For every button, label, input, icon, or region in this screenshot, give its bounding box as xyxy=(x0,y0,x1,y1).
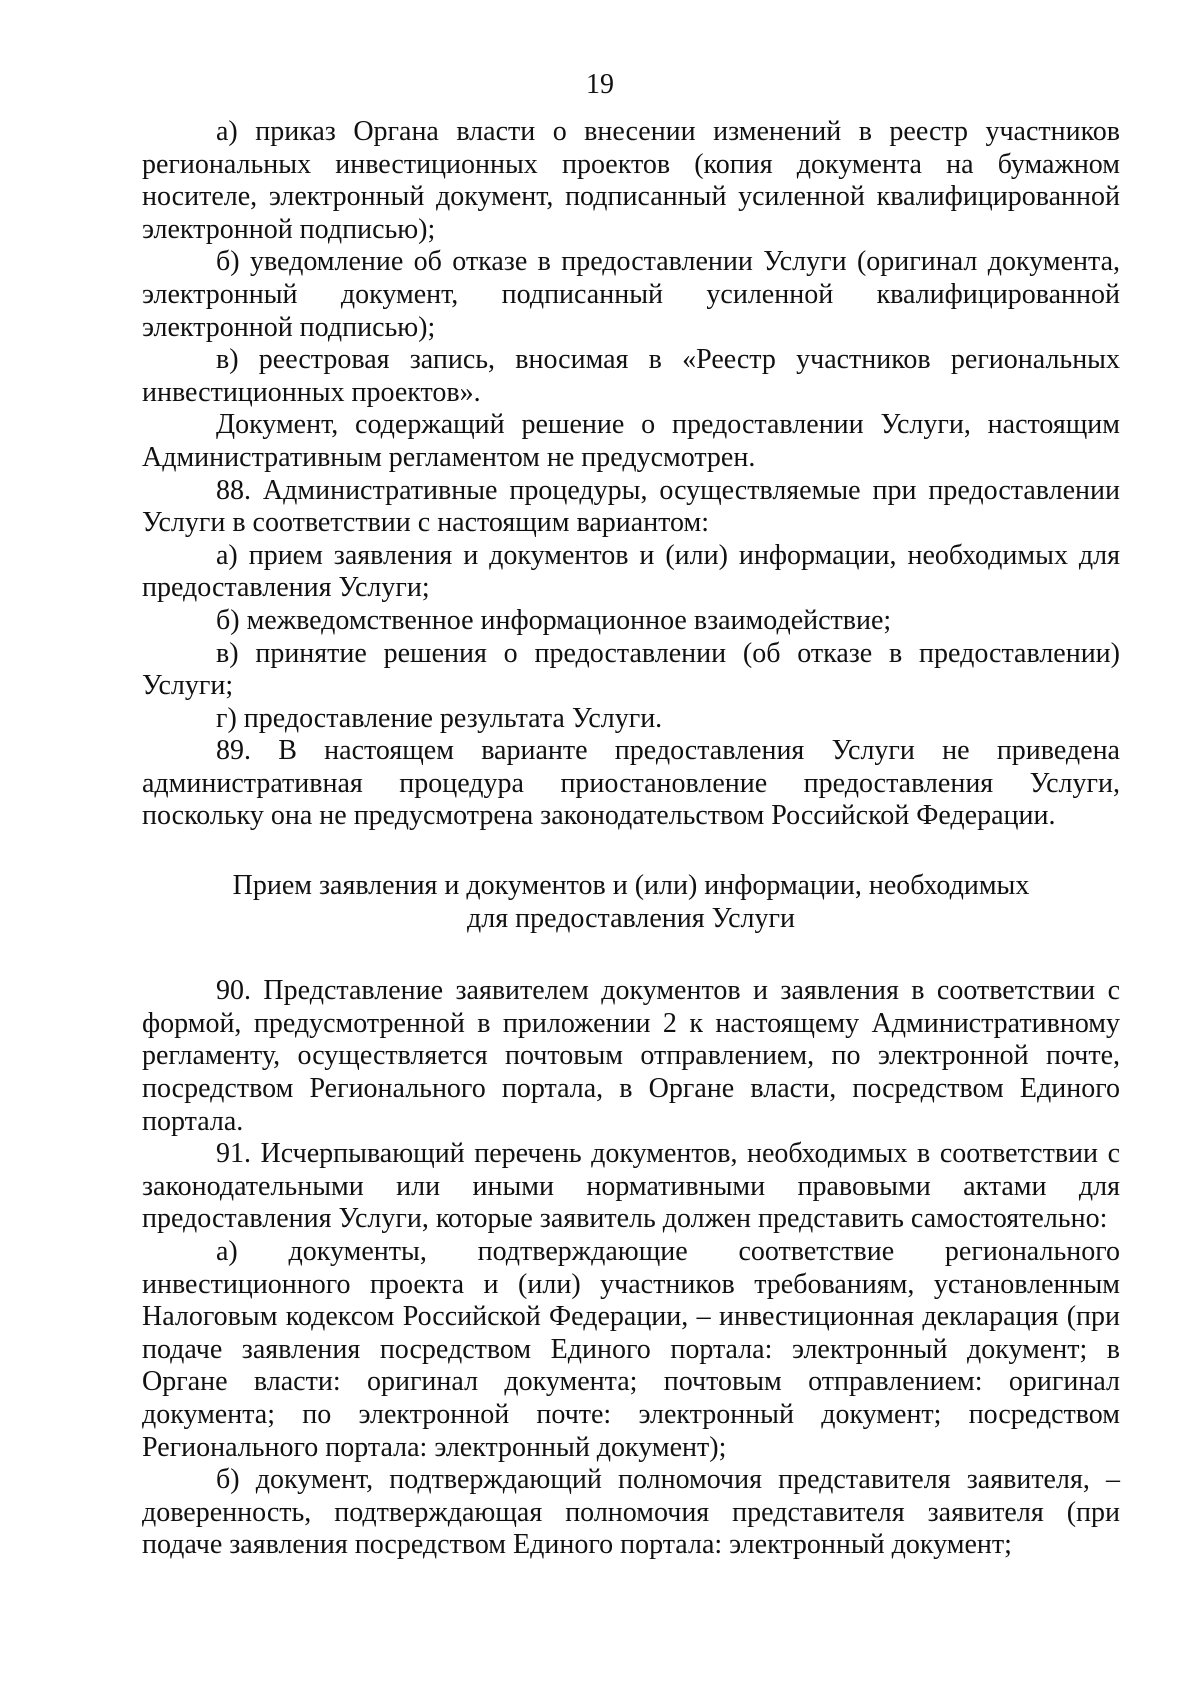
paragraph: а) приказ Органа власти о внесении изменений в реестр участников региональных инвестиционных проектов (копия документа на бумажном носителе, электронный документ, подписанный усиленной квалифицированной электронной подписью); xyxy=(142,116,1120,245)
paragraph: в) принятие решения о предоставлении (об отказе в предоставлении) Услуги; xyxy=(142,637,1120,702)
section-heading-line: для предоставления Услуги xyxy=(467,902,795,934)
section-heading xyxy=(142,870,1120,935)
page-number: 19 xyxy=(586,69,614,100)
paragraph: 90. Представление заявителем документов и заявления в соответствии с формой, предусмотренной в приложении 2 к настоящему Административному регламенту, осуществляется почтовым отправлением, по электронной почте, посредством Регионального портала, в Органе власти, посредством Единого портала. xyxy=(142,975,1120,1137)
paragraph: г) предоставление результата Услуги. xyxy=(216,702,663,734)
paragraph: в) реестровая запись, вносимая в «Реестр участников региональных инвестиционных проектов». xyxy=(142,344,1120,408)
section-heading-line: Прием заявления и документов и (или) информации, необходимых xyxy=(232,870,1030,902)
paragraph: б) документ, подтверждающий полномочия представителя заявителя, – доверенность, подтверждающая полномочия представителя заявителя (при подаче заявления посредством Единого портала: электронный документ; xyxy=(142,1464,1120,1561)
paragraph: Документ, содержащий решение о предоставлении Услуги, настоящим Административным регламентом не предусмотрен. xyxy=(142,409,1120,473)
paragraph: б) межведомственное информационное взаимодействие; xyxy=(216,604,892,636)
paragraph: 89. В настоящем варианте предоставления Услуги не приведена административная процедура приостановление предоставления Услуги, поскольку она не предусмотрена законодательством Российской Федерации. xyxy=(142,735,1120,832)
paragraph: 91. Исчерпывающий перечень документов, необходимых в соответствии с законодательными или иными нормативными правовыми актами для предоставления Услуги, которые заявитель должен представить самостоятельно: xyxy=(142,1138,1120,1235)
paragraph: а) прием заявления и документов и (или) информации, необходимых для предоставления Услуги; xyxy=(142,539,1120,604)
paragraph: 88. Административные процедуры, осуществляемые при предоставлении Услуги в соответствии с настоящим вариантом: xyxy=(142,474,1120,539)
paragraph: а) документы, подтверждающие соответствие регионального инвестиционного проекта и (или) участников требованиям, установленным Налоговым кодексом Российской Федерации, – инвестиционная декларация (при подаче заявления посредством Единого портала: электронный документ; в Органе власти: оригинал документа; почтовым отправлением: оригинал документа; по электронной почте: электронный документ; посредством Регионального портала: электронный документ); xyxy=(142,1236,1120,1463)
paragraph: б) уведомление об отказе в предоставлении Услуги (оригинал документа, электронный документ, подписанный усиленной квалифицированной электронной подписью); xyxy=(142,246,1120,343)
document-body xyxy=(142,116,1120,1562)
